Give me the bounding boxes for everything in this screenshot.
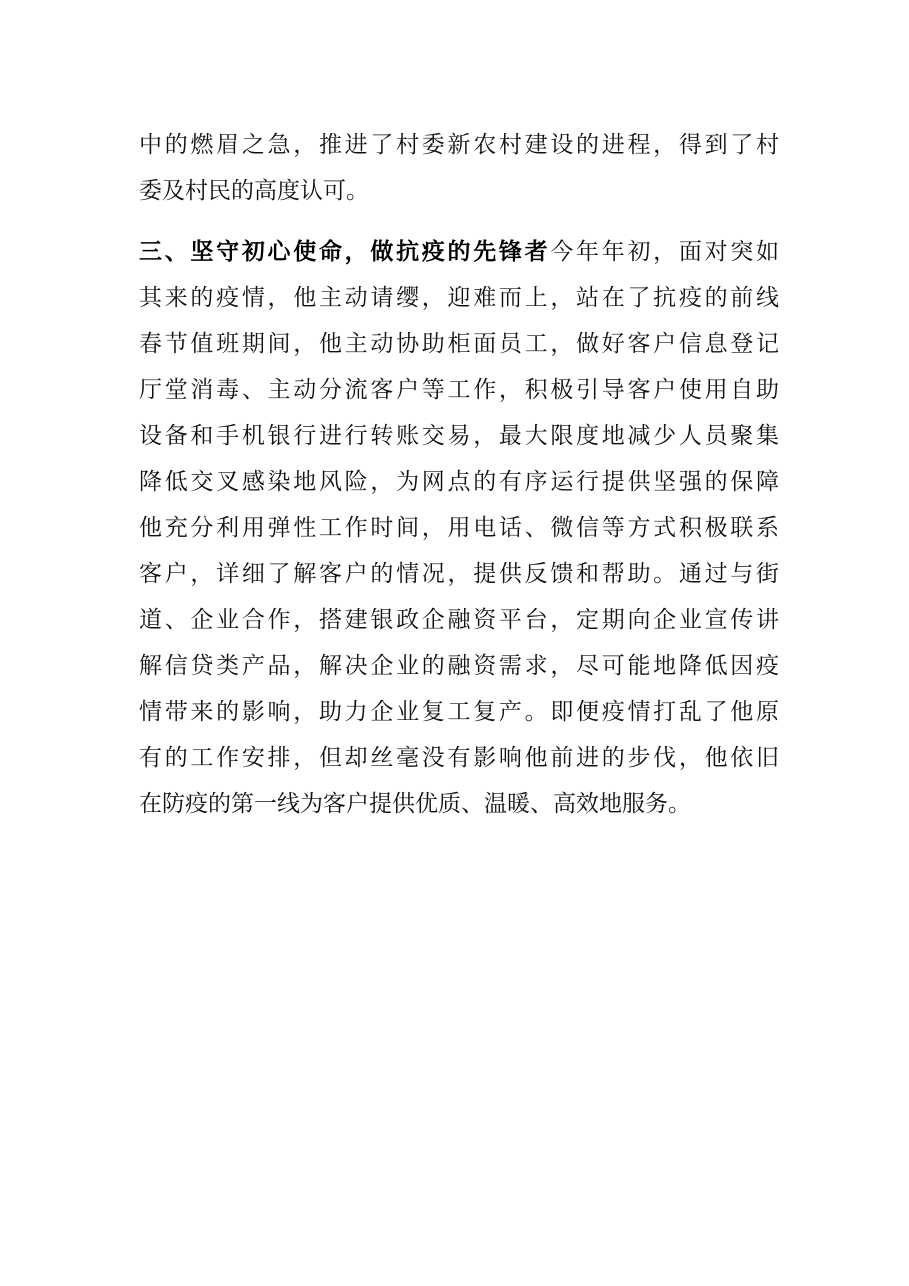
paragraph-1-line-2: 委及村民的高度认可。: [139, 178, 369, 204]
paragraph-2-line-7: 他充分利用弹性工作时间，用电话、微信等方式积极联系: [139, 515, 779, 541]
paragraph-2-line-11: 情带来的影响，助力企业复工复产。即便疫情打乱了他原: [139, 699, 779, 725]
paragraph-1-line-1: 中的燃眉之急，推进了村委新农村建设的进程，得到了村: [139, 132, 779, 158]
paragraph-2-line-2: 其来的疫情，他主动请缨，迎难而上，站在了抗疫的前线: [139, 285, 779, 311]
paragraph-2-line-1-text: 今年年初，面对突如: [550, 239, 780, 265]
paragraph-2-line-5: 设备和手机银行进行转账交易，最大限度地减少人员聚集: [139, 423, 779, 449]
paragraph-2-line-3: 春节值班期间，他主动协助柜面员工，做好客户信息登记: [139, 331, 779, 357]
paragraph-2-line-12: 有的工作安排，但却丝毫没有影响他前进的步伐，他依旧: [139, 745, 779, 771]
paragraph-2-line-1: [139, 234, 779, 270]
paragraph-2-line-4: 厅堂消毒、主动分流客户等工作，积极引导客户使用自助: [139, 377, 779, 403]
paragraph-2-line-10: 解信贷类产品，解决企业的融资需求，尽可能地降低因疫: [139, 653, 779, 679]
paragraph-2-line-8: 客户，详细了解客户的情况，提供反馈和帮助。通过与街: [139, 561, 779, 587]
paragraph-2-line-13: 在防疫的第一线为客户提供优质、温暖、高效地服务。: [139, 791, 691, 817]
paragraph-2-line-9: 道、企业合作，搭建银政企融资平台，定期向企业宣传讲: [139, 607, 779, 633]
paragraph-2-line-6: 降低交叉感染地风险，为网点的有序运行提供坚强的保障: [139, 469, 779, 495]
section-heading: 三、坚守初心使命，做抗疫的先锋者: [139, 239, 551, 265]
